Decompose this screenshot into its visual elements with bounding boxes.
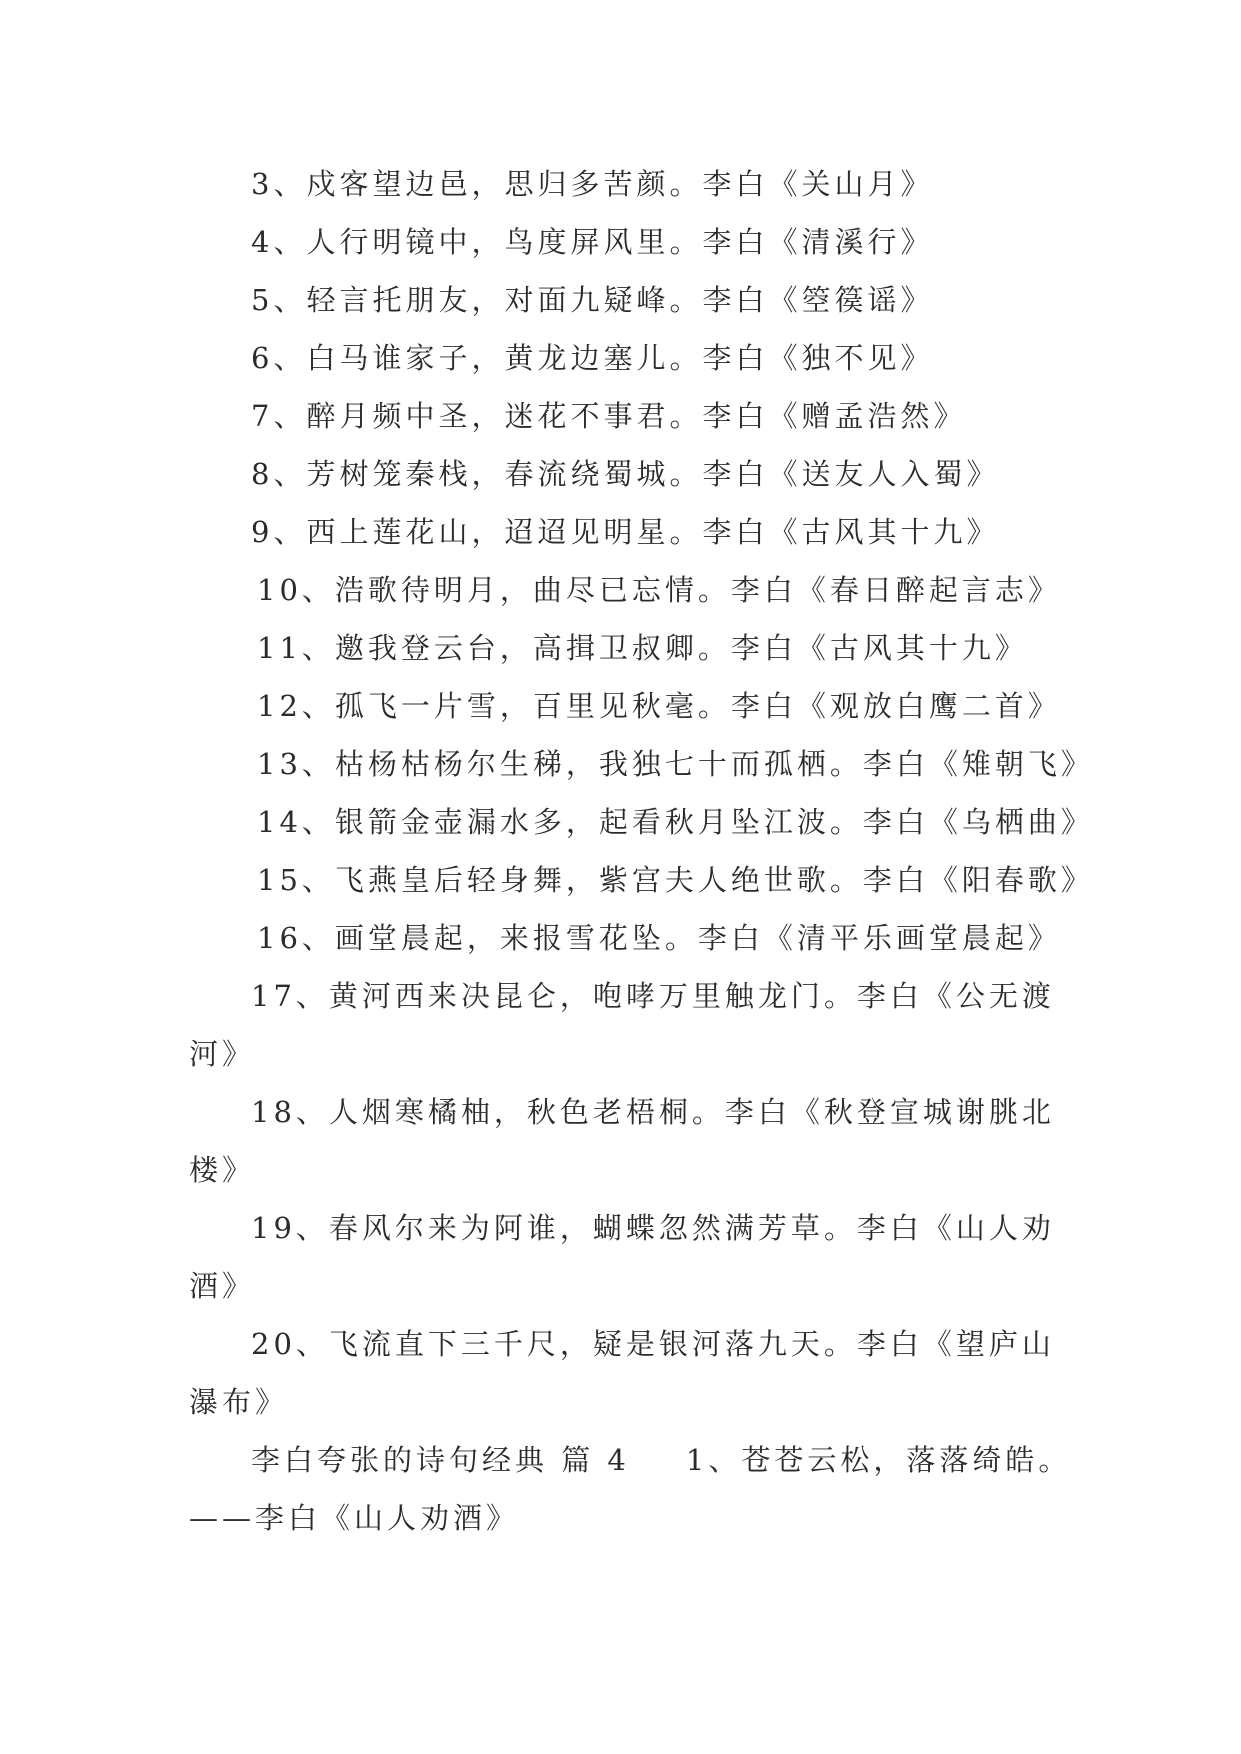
poem-line-3: 3、戍客望边邑，思归多苦颜。李白《关山月》 [251, 167, 934, 201]
section-heading: 李白夸张的诗句经典 篇 4 [251, 1443, 630, 1477]
document-body [189, 155, 1094, 1547]
poem-line-4: 4、人行明镜中，鸟度屏风里。李白《清溪行》 [251, 225, 934, 259]
poem-line-19-wrap: 酒》 [189, 1269, 256, 1303]
poem-line-10: 10、浩歌待明月，曲尽已忘情。李白《春日醉起言志》 [257, 573, 1061, 607]
poem-line-11: 11、邀我登云台，高揖卫叔卿。李白《古风其十九》 [257, 631, 1028, 665]
poem-line-8: 8、芳树笼秦栈，春流绕蜀城。李白《送友人入蜀》 [251, 457, 1000, 491]
poem-line-16: 16、画堂晨起，来报雪花坠。李白《清平乐画堂晨起》 [257, 921, 1061, 955]
poem-line-14: 14、银箭金壶漏水多，起看秋月坠江波。李白《乌栖曲》 [257, 805, 1094, 839]
poem-line-6: 6、白马谁家子，黄龙边塞儿。李白《独不见》 [251, 341, 934, 375]
poem-line-18: 18、人烟寒橘柚，秋色老梧桐。李白《秋登宣城谢朓北 [251, 1095, 1055, 1129]
poem-line-17-wrap: 河》 [189, 1037, 256, 1071]
poem-line-13: 13、枯杨枯杨尔生稊，我独七十而孤栖。李白《雉朝飞》 [257, 747, 1094, 781]
section-first-item: 1、苍苍云松，落落绮皓。 [685, 1443, 1072, 1477]
poem-line-18-wrap: 楼》 [189, 1153, 256, 1187]
poem-line-9: 9、西上莲花山，迢迢见明星。李白《古风其十九》 [251, 515, 1000, 549]
poem-line-5: 5、轻言托朋友，对面九疑峰。李白《箜篌谣》 [251, 283, 934, 317]
poem-line-15: 15、飞燕皇后轻身舞，紫宫夫人绝世歌。李白《阳春歌》 [257, 863, 1094, 897]
poem-line-20: 20、飞流直下三千尺，疑是银河落九天。李白《望庐山 [251, 1327, 1055, 1361]
poem-line-12: 12、孤飞一片雪，百里见秋毫。李白《观放白鹰二首》 [257, 689, 1061, 723]
section-heading-line [189, 1431, 1072, 1489]
poem-line-17: 17、黄河西来决昆仑，咆哮万里触龙门。李白《公无渡 [251, 979, 1055, 1013]
section-first-item-continuation: ——李白《山人劝酒》 [189, 1501, 520, 1535]
poem-line-20-wrap: 瀑布》 [189, 1385, 289, 1419]
poem-line-7: 7、醉月频中圣，迷花不事君。李白《赠孟浩然》 [251, 399, 967, 433]
poem-line-19: 19、春风尔来为阿谁，蝴蝶忽然满芳草。李白《山人劝 [251, 1211, 1055, 1245]
